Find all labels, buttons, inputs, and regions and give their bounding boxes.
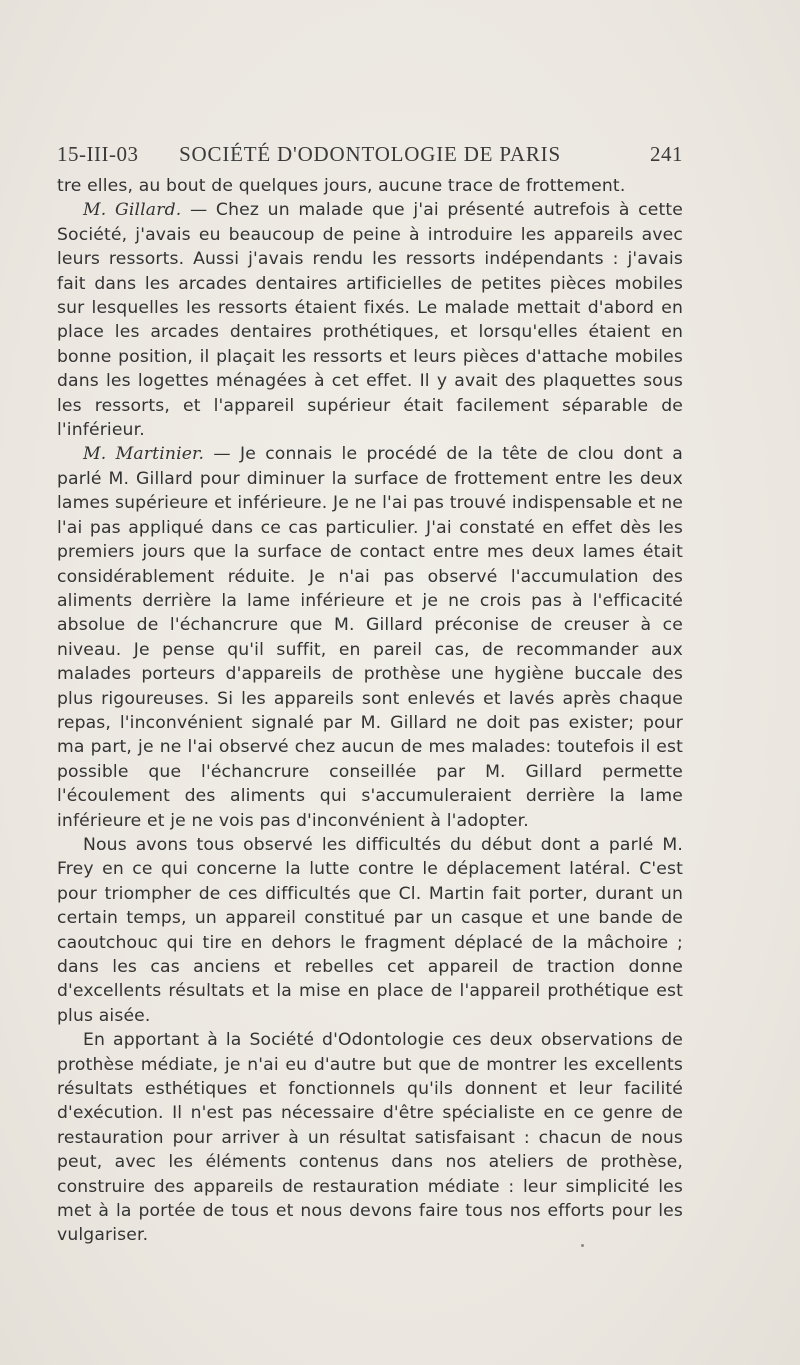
body-text — [57, 174, 683, 1248]
paragraph — [57, 174, 683, 198]
running-head — [57, 142, 683, 172]
speaker-name: M. Martinier. — [83, 444, 205, 465]
paragraph-text: tre elles, au bout de quelques jours, aucune trace de frottement. — [57, 176, 626, 196]
paragraph — [57, 1028, 683, 1248]
paragraph-text: En apportant à la Société d'Odontologie ces deux observations de prothèse médiate, je n'ai eu d'autre but que de montrer les excellents résultats esthétiques et fonctionnels qu'ils donnent et leur facilité d'exécution. Il n'est pas nécessaire d'être spécialiste en ce genre de restauration pour arriver à un résultat satisfaisant : chacun de nous peut, avec les éléments contenus dans nos ateliers de prothèse, construire des appareils de restauration médiate : leur simplicité les met à la portée de tous et nous devons faire tous nos efforts pour les vulgariser. — [57, 1030, 683, 1246]
paragraph — [57, 833, 683, 1028]
paragraph — [57, 198, 683, 442]
speaker-name: M. Gillard. — [83, 200, 182, 221]
paragraph — [57, 442, 683, 833]
header-journal-title: SOCIÉTÉ D'ODONTOLOGIE DE PARIS — [179, 142, 561, 166]
paragraph-text: Nous avons tous observé les difficultés du début dont a parlé M. Frey en ce qui concerne la lutte contre le déplacement latéral. C'est pour triompher de ces difficultés que Cl. Martin fait porter, durant un certain temps, un appareil constitué par un casque et une bande de caoutchouc qui tire en dehors le fragment déplacé de la mâchoire ; dans les cas anciens et rebelles cet appareil de traction donne d'excellents résultats et la mise en place de l'appareil prothétique est plus aisée. — [57, 834, 683, 1026]
header-date: 15-III-03 — [57, 142, 139, 166]
paragraph-text: — Je connais le procédé de la tête de clou dont a parlé M. Gillard pour diminuer la surface de frottement entre les deux lames supérieure et inférieure. Je ne l'ai pas trouvé indispensable et ne l'ai pas appliqué dans ce cas particulier. J'ai constaté en effet dès les premiers jours que la surface de contact entre mes deux lames était considérablement réduite. Je n'ai pas observé l'accumulation des aliments derrière la lame inférieure et je ne crois pas à l'efficacité absolue de l'échancrure que M. Gillard préconise de creuser à ce niveau. Je pense qu'il suffit, en pareil cas, de recommander aux malades porteurs d'appareils de prothèse une hygiène buccale des plus rigoureuses. Si les appareils sont enlevés et lavés après chaque repas, l'inconvénient signalé par M. Gillard ne doit pas exister; pour ma part, je ne l'ai observé chez aucun de mes malades: toutefois il est possible que l'échancrure conseillée par M. Gillard permette l'écoulement des aliments qui s'accumuleraient derrière la lame inférieure et je ne vois pas d'inconvénient à l'adopter. — [57, 444, 683, 831]
paper-speck — [581, 1244, 584, 1247]
page-number: 241 — [650, 142, 683, 166]
paragraph-text: — Chez un malade que j'ai présenté autrefois à cette Société, j'avais eu beaucoup de peine à introduire les appareils avec leurs ressorts. Aussi j'avais rendu les ressorts indépendants : j'avais fait dans les arcades dentaires artificielles de petites pièces mobiles sur lesquelles les ressorts étaient fixés. Le malade mettait d'abord en place les arcades dentaires prothétiques, et lorsqu'elles étaient en bonne position, il plaçait les ressorts et leurs pièces d'attache mobiles dans les logettes ménagées à cet effet. Il y avait des plaquettes sous les ressorts, et l'appareil supérieur était facilement séparable de l'inférieur. — [57, 200, 683, 441]
